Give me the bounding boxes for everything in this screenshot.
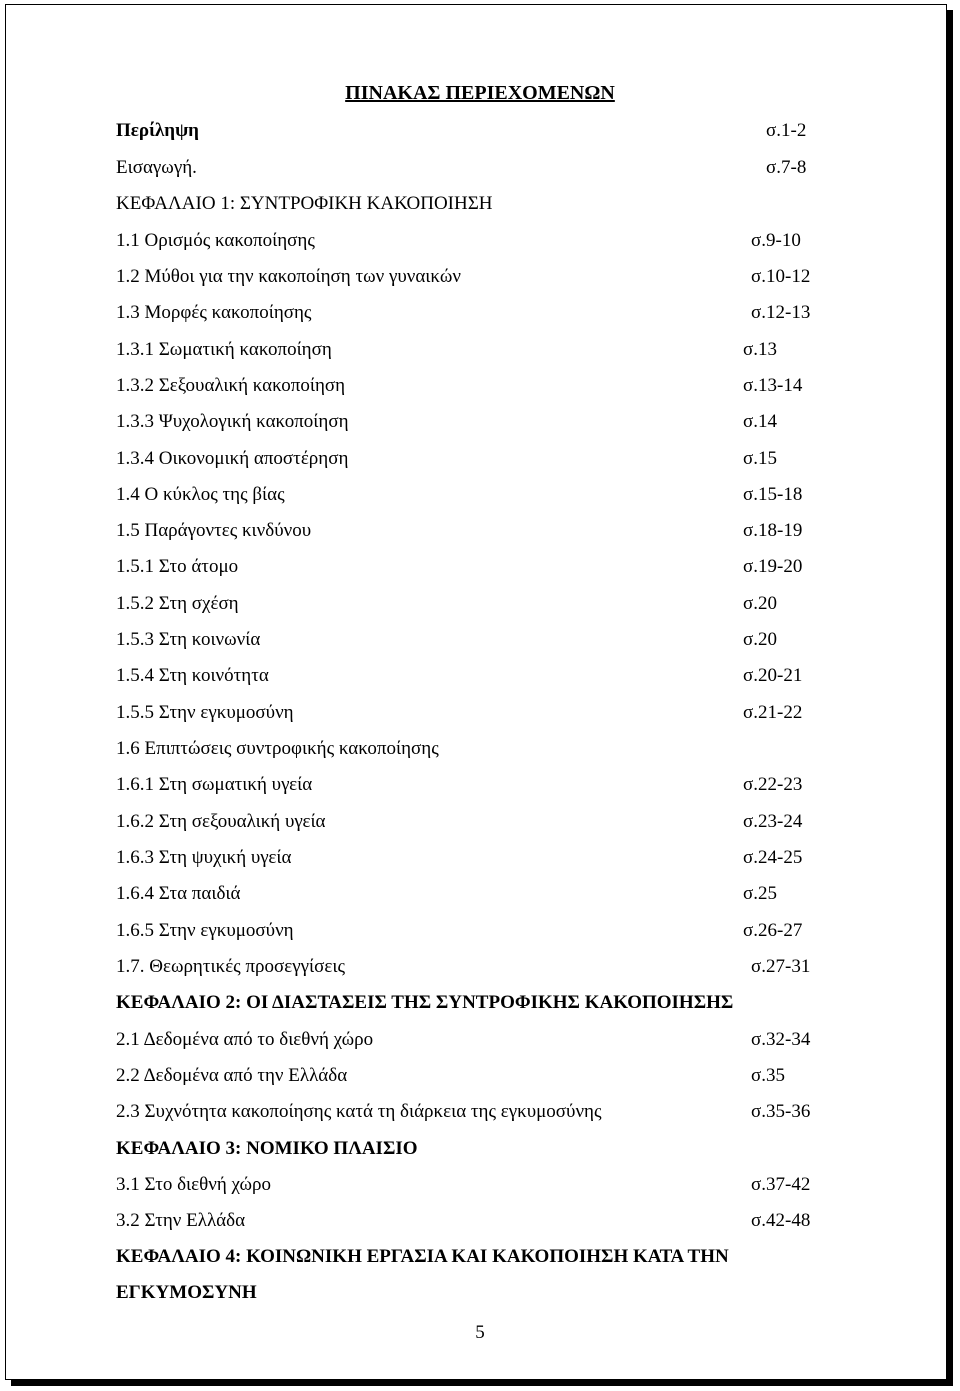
entry-page: σ.20-21 bbox=[743, 665, 803, 686]
entry-label: 3.1 Στο διεθνή χώρο bbox=[116, 1174, 272, 1195]
entry-page: σ.13 bbox=[743, 339, 777, 360]
entry-page: σ.37-42 bbox=[751, 1174, 811, 1195]
entry-label: 1.1 Ορισμός κακοποίησης bbox=[116, 230, 315, 251]
toc-entry bbox=[116, 481, 846, 509]
entry-label: ΕΓΚΥΜΟΣΥΝΗ bbox=[116, 1282, 257, 1303]
entry-page: σ.27-31 bbox=[751, 956, 811, 977]
toc-title: ΠΙΝΑΚΑΣ ΠΕΡΙΕΧΟΜΕΝΩΝ bbox=[345, 82, 615, 104]
entry-label: 1.3.1 Σωματική κακοποίηση bbox=[116, 339, 332, 360]
entry-label: Εισαγωγή. bbox=[116, 157, 197, 178]
entry-label: 1.5.3 Στη κοινωνία bbox=[116, 629, 261, 650]
entry-page: σ.15-18 bbox=[743, 484, 803, 505]
toc-entry bbox=[116, 445, 846, 473]
entry-page: σ.24-25 bbox=[743, 847, 803, 868]
toc-entry bbox=[116, 880, 846, 908]
toc-entry bbox=[116, 808, 846, 836]
entry-label: Περίληψη bbox=[116, 120, 199, 141]
entry-label: ΚΕΦΑΛΑΙΟ 3: ΝΟΜΙΚΟ ΠΛΑΙΣΙΟ bbox=[116, 1138, 418, 1159]
chapter-heading bbox=[116, 190, 846, 218]
entry-label: 1.6.2 Στη σεξουαλική υγεία bbox=[116, 811, 326, 832]
entry-label: 2.3 Συχνότητα κακοποίησης κατά τη διάρκεια της εγκυμοσύνης bbox=[116, 1101, 602, 1122]
toc-entry bbox=[116, 336, 846, 364]
chapter-heading-continued bbox=[116, 1279, 846, 1307]
page-number: 5 bbox=[475, 1322, 485, 1343]
entry-label: 1.6.1 Στη σωματική υγεία bbox=[116, 774, 313, 795]
entry-page: σ.32-34 bbox=[751, 1029, 811, 1050]
entry-label: 2.1 Δεδομένα από το διεθνή χώρο bbox=[116, 1029, 374, 1050]
entry-label: 1.6 Επιπτώσεις συντροφικής κακοποίησης bbox=[116, 738, 439, 759]
entry-page: σ.22-23 bbox=[743, 774, 803, 795]
toc-entry bbox=[116, 154, 846, 182]
entry-page: σ.20 bbox=[743, 629, 777, 650]
entry-label: 1.6.3 Στη ψυχική υγεία bbox=[116, 847, 292, 868]
entry-label: 1.6.4 Στα παιδιά bbox=[116, 883, 241, 904]
toc-entry bbox=[116, 263, 846, 291]
entry-label: ΚΕΦΑΛΑΙΟ 1: ΣΥΝΤΡΟΦΙΚΗ ΚΑΚΟΠΟΙΗΣΗ bbox=[116, 193, 493, 214]
entry-page: σ.1-2 bbox=[766, 120, 807, 141]
entry-label: 1.2 Μύθοι για την κακοποίηση των γυναικών bbox=[116, 266, 461, 287]
toc-entry bbox=[116, 590, 846, 618]
entry-page: σ.35-36 bbox=[751, 1101, 811, 1122]
toc-entry bbox=[116, 1171, 846, 1199]
toc-entry bbox=[116, 299, 846, 327]
entry-page: σ.26-27 bbox=[743, 920, 803, 941]
entry-label: 1.5.4 Στη κοινότητα bbox=[116, 665, 269, 686]
entry-page: σ.42-48 bbox=[751, 1210, 811, 1231]
entry-label: 1.5.2 Στη σχέση bbox=[116, 593, 239, 614]
entry-label: 1.3.2 Σεξουαλική κακοποίηση bbox=[116, 375, 346, 396]
chapter-heading bbox=[116, 989, 846, 1017]
entry-page: σ.10-12 bbox=[751, 266, 811, 287]
entry-label: ΚΕΦΑΛΑΙΟ 2: ΟΙ ΔΙΑΣΤΑΣΕΙΣ ΤΗΣ ΣΥΝΤΡΟΦΙΚΗΣ ΚΑΚΟΠΟΙΗΣΗΣ bbox=[116, 992, 734, 1013]
entry-label: 1.3 Μορφές κακοποίησης bbox=[116, 302, 312, 323]
toc-entry bbox=[116, 372, 846, 400]
entry-label: 1.5 Παράγοντες κινδύνου bbox=[116, 520, 312, 541]
entry-page: σ.19-20 bbox=[743, 556, 803, 577]
toc-entry bbox=[116, 771, 846, 799]
toc-entry bbox=[116, 1098, 846, 1126]
entry-label: 1.4 Ο κύκλος της βίας bbox=[116, 484, 285, 505]
entry-page: σ.21-22 bbox=[743, 702, 803, 723]
toc-entry bbox=[116, 844, 846, 872]
toc-entry bbox=[116, 227, 846, 255]
toc-entry bbox=[116, 517, 846, 545]
toc-entry bbox=[116, 662, 846, 690]
toc-entry bbox=[116, 953, 846, 981]
entry-label: 2.2 Δεδομένα από την Ελλάδα bbox=[116, 1065, 348, 1086]
entry-page: σ.15 bbox=[743, 448, 777, 469]
entry-label: 1.6.5 Στην εγκυμοσύνη bbox=[116, 920, 294, 941]
toc-entry bbox=[116, 117, 846, 145]
entry-label: 3.2 Στην Ελλάδα bbox=[116, 1210, 246, 1231]
entry-label: 1.5.1 Στο άτομο bbox=[116, 556, 239, 577]
toc-entry bbox=[116, 699, 846, 727]
toc-entry bbox=[116, 1026, 846, 1054]
entry-page: σ.7-8 bbox=[766, 157, 807, 178]
entry-page: σ.25 bbox=[743, 883, 777, 904]
chapter-heading bbox=[116, 1243, 846, 1271]
entry-label: 1.3.3 Ψυχολογική κακοποίηση bbox=[116, 411, 349, 432]
entry-label: 1.3.4 Οικονομική αποστέρηση bbox=[116, 448, 349, 469]
entry-page: σ.20 bbox=[743, 593, 777, 614]
toc-entry bbox=[116, 626, 846, 654]
entry-label: 1.7. Θεωρητικές προσεγγίσεις bbox=[116, 956, 346, 977]
toc-entry bbox=[116, 917, 846, 945]
chapter-heading bbox=[116, 1135, 846, 1163]
toc-entry bbox=[116, 408, 846, 436]
entry-page: σ.9-10 bbox=[751, 230, 801, 251]
entry-label: 1.5.5 Στην εγκυμοσύνη bbox=[116, 702, 294, 723]
entry-page: σ.13-14 bbox=[743, 375, 803, 396]
entry-page: σ.12-13 bbox=[751, 302, 811, 323]
entry-page: σ.35 bbox=[751, 1065, 785, 1086]
toc-entry bbox=[116, 553, 846, 581]
entry-page: σ.14 bbox=[743, 411, 777, 432]
toc-entry bbox=[116, 1062, 846, 1090]
toc-entry bbox=[116, 1207, 846, 1235]
entry-page: σ.23-24 bbox=[743, 811, 803, 832]
entry-page: σ.18-19 bbox=[743, 520, 803, 541]
toc-entry bbox=[116, 735, 846, 763]
entry-label: ΚΕΦΑΛΑΙΟ 4: ΚΟΙΝΩΝΙΚΗ ΕΡΓΑΣΙΑ ΚΑΙ ΚΑΚΟΠΟΙΗΣΗ ΚΑΤΑ ΤΗΝ bbox=[116, 1246, 729, 1267]
